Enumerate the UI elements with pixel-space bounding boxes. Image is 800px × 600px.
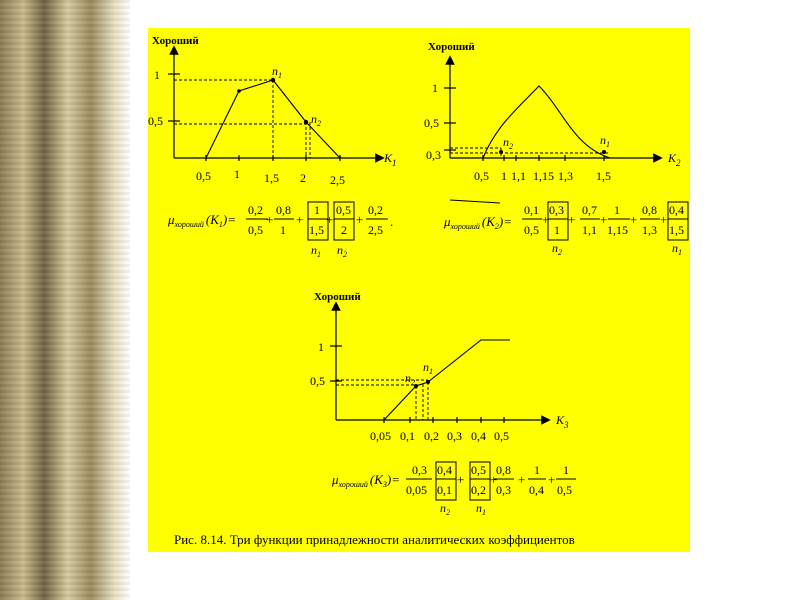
- graph2-label-n1: $n_1$: [600, 133, 610, 149]
- formula3-mark-n1: $n_1$: [476, 501, 486, 517]
- formula1-num: 0,8: [276, 203, 291, 217]
- graph3-xtick-label: 0,1: [400, 429, 415, 443]
- formula2: [443, 202, 688, 257]
- formula1-num: 1: [314, 203, 320, 217]
- decorative-frame-strip: [0, 0, 130, 600]
- formula3-num: 0,4: [437, 463, 452, 477]
- formula2-den: 1,3: [642, 223, 657, 237]
- formula3-den: 0,05: [406, 483, 427, 497]
- graph2-xtick-label: 0,5: [474, 169, 489, 183]
- formula1-mark-n1: $n_1$: [311, 243, 321, 259]
- formula2-den: 0,5: [524, 223, 539, 237]
- formula2-num: 1: [614, 203, 620, 217]
- formula1-num: 0,2: [248, 203, 263, 217]
- graph3-label-n1: $n_1$: [423, 360, 433, 376]
- formula2-mark-n1: $n_1$: [672, 241, 682, 257]
- graph3-xtick-label: 0,3: [447, 429, 462, 443]
- formula1-den: 0,5: [248, 223, 263, 237]
- formula3-mark-n2: $n_2$: [440, 501, 450, 517]
- formula1-num: 0,2: [368, 203, 383, 217]
- graph2-xtick-label: 1: [501, 169, 507, 183]
- formula2-den: 1,1: [582, 223, 597, 237]
- graph1-ytick-label-1: 1: [154, 68, 160, 82]
- formula2-den: 1,15: [607, 223, 628, 237]
- formula3-num: 0,8: [496, 463, 511, 477]
- formula2-den: 1: [554, 223, 560, 237]
- formula1-lhs: $\mu_{хороший}$ $(K_1)=$: [168, 212, 237, 229]
- graph2-ytick-label: 1: [432, 81, 438, 95]
- formula3: [331, 462, 576, 517]
- formula1-mark-n2: $n_2$: [337, 243, 347, 259]
- graph3-x-label: $K_3$: [556, 413, 569, 430]
- formula1: [167, 202, 393, 259]
- formula1-plus: +: [296, 212, 304, 227]
- graph1-x-label: $K_1$: [384, 151, 397, 168]
- figure-caption: Рис. 8.14. Три функции принадлежности аналитических коэффициентов: [174, 532, 575, 547]
- graph1-xtick-label: 1,5: [264, 171, 279, 185]
- formula3-den: 0,1: [437, 483, 452, 497]
- graph3-xtick-label: 0,4: [471, 429, 486, 443]
- graph1-point: [237, 89, 241, 93]
- formula3-den: 0,4: [529, 483, 544, 497]
- graph2-ytick-label: 0,5: [424, 116, 439, 130]
- formula2-plus: +: [568, 212, 576, 227]
- formula1-end: .: [390, 214, 394, 229]
- formula2-num: 0,1: [524, 203, 539, 217]
- formula2-num: 0,7: [582, 203, 597, 217]
- formula3-plus: +: [518, 472, 526, 487]
- formula3-den: 0,2: [471, 483, 486, 497]
- formula1-plus: +: [356, 212, 364, 227]
- formula1-plus: +: [266, 212, 274, 227]
- graph2-label-n2: $n_2$: [503, 135, 513, 151]
- graph3-y-title: Хороший: [314, 291, 361, 303]
- graph3-xtick-label: 0,05: [370, 429, 391, 443]
- graph1-ytick-label-05: 0,5: [148, 114, 163, 128]
- graph2-x-label: $K_2$: [668, 151, 681, 168]
- formula2-plus: +: [600, 212, 608, 227]
- graph2: [424, 41, 681, 183]
- graph1-xtick-label: 1: [234, 167, 240, 181]
- graph2-xtick-label: 1,3: [558, 169, 573, 183]
- graph3-ytick-label: 1: [318, 340, 324, 354]
- formula3-den: 0,5: [557, 483, 572, 497]
- formula3-plus: +: [490, 472, 498, 487]
- formula2-num: 0,3: [549, 203, 564, 217]
- formula1-num: 0,5: [336, 203, 351, 217]
- formula2-num: 0,4: [669, 203, 684, 217]
- formula3-plus: +: [548, 472, 556, 487]
- graph3: [310, 291, 569, 443]
- formula3-num: 0,5: [471, 463, 486, 477]
- graph3-xtick-label: 0,5: [494, 429, 509, 443]
- formula1-den: 1,5: [309, 223, 324, 237]
- formula1-den: 2,5: [368, 223, 383, 237]
- graph3-label-n2: $n_2$: [405, 371, 415, 387]
- graph1-xtick-label: 0,5: [196, 169, 211, 183]
- graph3-xtick-label: 0,2: [424, 429, 439, 443]
- graph1-label-n1: $n_1$: [272, 64, 282, 80]
- formula1-den: 2: [341, 223, 347, 237]
- figure-svg: [148, 28, 690, 552]
- formula2-plus: +: [630, 212, 638, 227]
- formula2-overline: [450, 200, 500, 203]
- graph2-xtick-label: 1,5: [596, 169, 611, 183]
- formula3-num: 1: [563, 463, 569, 477]
- formula3-den: 0,3: [496, 483, 511, 497]
- formula2-plus: +: [542, 212, 550, 227]
- graph1: [148, 35, 397, 187]
- formula1-plus: +: [326, 212, 334, 227]
- formula3-num: 1: [534, 463, 540, 477]
- graph2-y-title: Хороший: [428, 41, 475, 53]
- graph1-y-title: Хороший: [152, 35, 199, 47]
- formula2-num: 0,8: [642, 203, 657, 217]
- formula2-plus: +: [660, 212, 668, 227]
- graph2-ytick-label: 0,3: [426, 148, 441, 162]
- formula3-plus: +: [457, 472, 465, 487]
- graph1-xtick-label: 2: [300, 171, 306, 185]
- graph2-xtick-label: 1,15: [533, 169, 554, 183]
- graph2-xtick-label: 1,1: [511, 169, 526, 183]
- formula2-mark-n2: $n_2$: [552, 241, 562, 257]
- formula1-den: 1: [280, 223, 286, 237]
- formula2-lhs: $\mu_{хороший}$ $(K_2)=$: [444, 214, 513, 231]
- figure-panel: [148, 28, 690, 552]
- graph1-xtick-label: 2,5: [330, 173, 345, 187]
- formula2-den: 1,5: [669, 223, 684, 237]
- graph1-label-n2: $n_2$: [311, 112, 321, 128]
- formula3-num: 0,3: [412, 463, 427, 477]
- formula3-lhs: $\mu_{хороший}$ $(K_3)=$: [332, 472, 401, 489]
- graph3-ytick-label: 0,5: [310, 374, 325, 388]
